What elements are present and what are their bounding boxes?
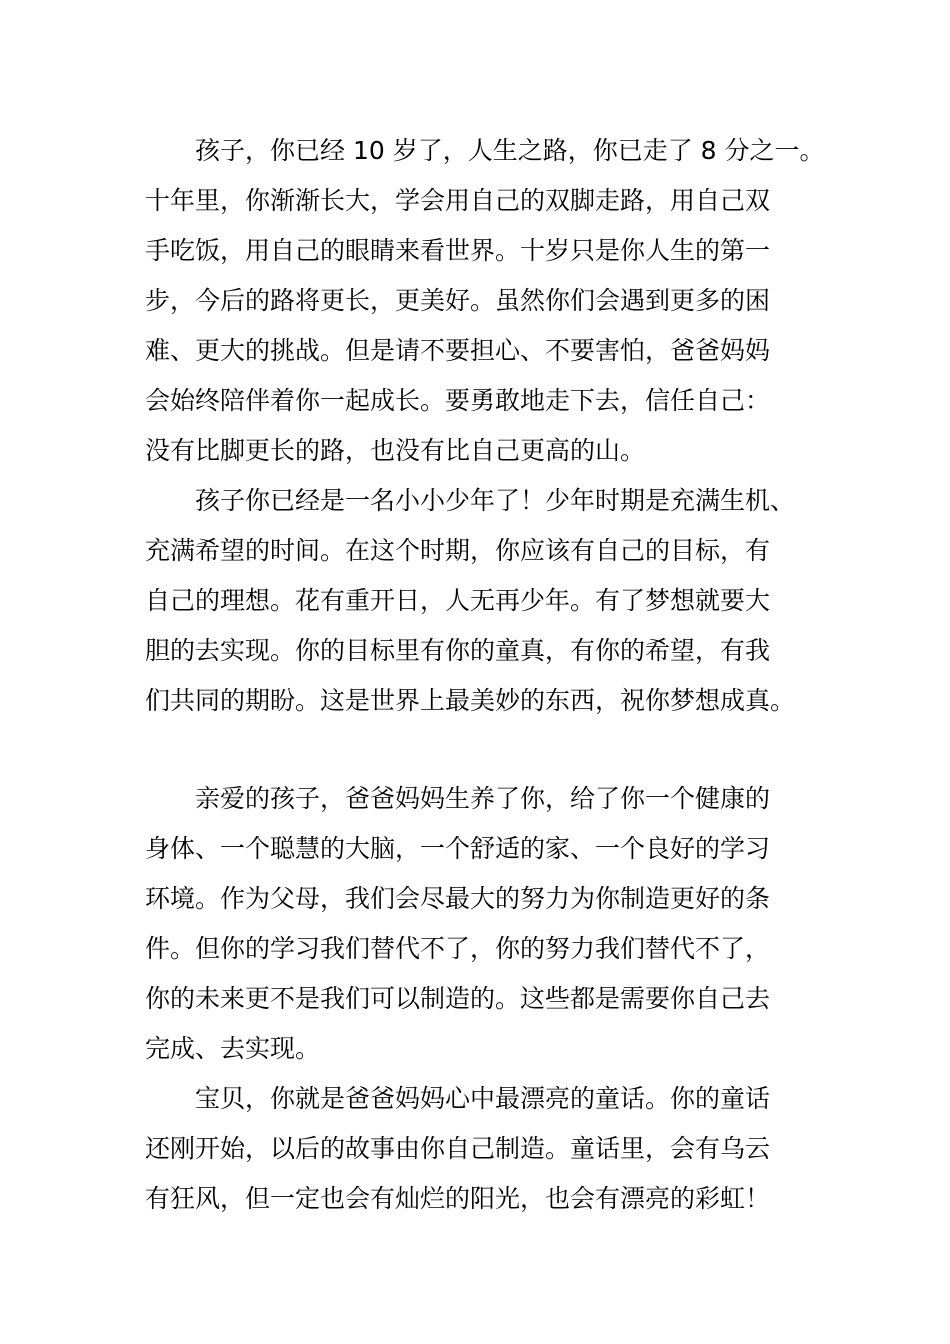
paragraph-4-line-1: 宝贝，你就是爸爸妈妈心中最漂亮的童话。你的童话	[195, 1084, 771, 1113]
paragraph-1-line-4: 步，今后的路将更长，更美好。虽然你们会遇到更多的困	[145, 286, 771, 315]
paragraph-1-line-6: 会始终陪伴着你一起成长。要勇敢地走下去，信任自己：	[145, 386, 771, 415]
paragraph-4-line-2: 还刚开始，以后的故事由你自己制造。童话里，会有乌云	[145, 1134, 771, 1163]
paragraph-3-line-4: 件。但你的学习我们替代不了，你的努力我们替代不了，	[145, 934, 771, 963]
paragraph-1-line-1: 孩子，你已经 10 岁了，人生之路，你已走了 8 分之一。	[195, 136, 825, 165]
paragraph-2-line-2: 充满希望的时间。在这个时期，你应该有自己的目标，有	[145, 536, 771, 565]
paragraph-2-line-3: 自己的理想。花有重开日，人无再少年。有了梦想就要大	[145, 586, 771, 615]
paragraph-3-line-1: 亲爱的孩子，爸爸妈妈生养了你，给了你一个健康的	[195, 784, 771, 813]
paragraph-2-line-4: 胆的去实现。你的目标里有你的童真，有你的希望，有我	[145, 636, 771, 665]
paragraph-3-line-3: 环境。作为父母，我们会尽最大的努力为你制造更好的条	[145, 884, 771, 913]
paragraph-3-line-2: 身体、一个聪慧的大脑，一个舒适的家、一个良好的学习	[145, 834, 771, 863]
paragraph-3-line-6: 完成、去实现。	[145, 1034, 321, 1063]
paragraph-1-line-3: 手吃饭，用自己的眼睛来看世界。十岁只是你人生的第一	[145, 236, 771, 265]
paragraph-1-line-5: 难、更大的挑战。但是请不要担心、不要害怕，爸爸妈妈	[145, 336, 771, 365]
paragraph-2-line-1: 孩子你已经是一名小小少年了！少年时期是充满生机、	[195, 486, 796, 515]
paragraph-3-line-5: 你的未来更不是我们可以制造的。这些都是需要你自己去	[145, 984, 771, 1013]
paragraph-2-line-5: 们共同的期盼。这是世界上最美妙的东西，祝你梦想成真。	[145, 686, 796, 715]
paragraph-1-line-7: 没有比脚更长的路，也没有比自己更高的山。	[145, 436, 646, 465]
paragraph-4-line-3: 有狂风，但一定也会有灿烂的阳光，也会有漂亮的彩虹！	[145, 1184, 771, 1213]
paragraph-1-line-2: 十年里，你渐渐长大，学会用自己的双脚走路，用自己双	[145, 186, 771, 215]
